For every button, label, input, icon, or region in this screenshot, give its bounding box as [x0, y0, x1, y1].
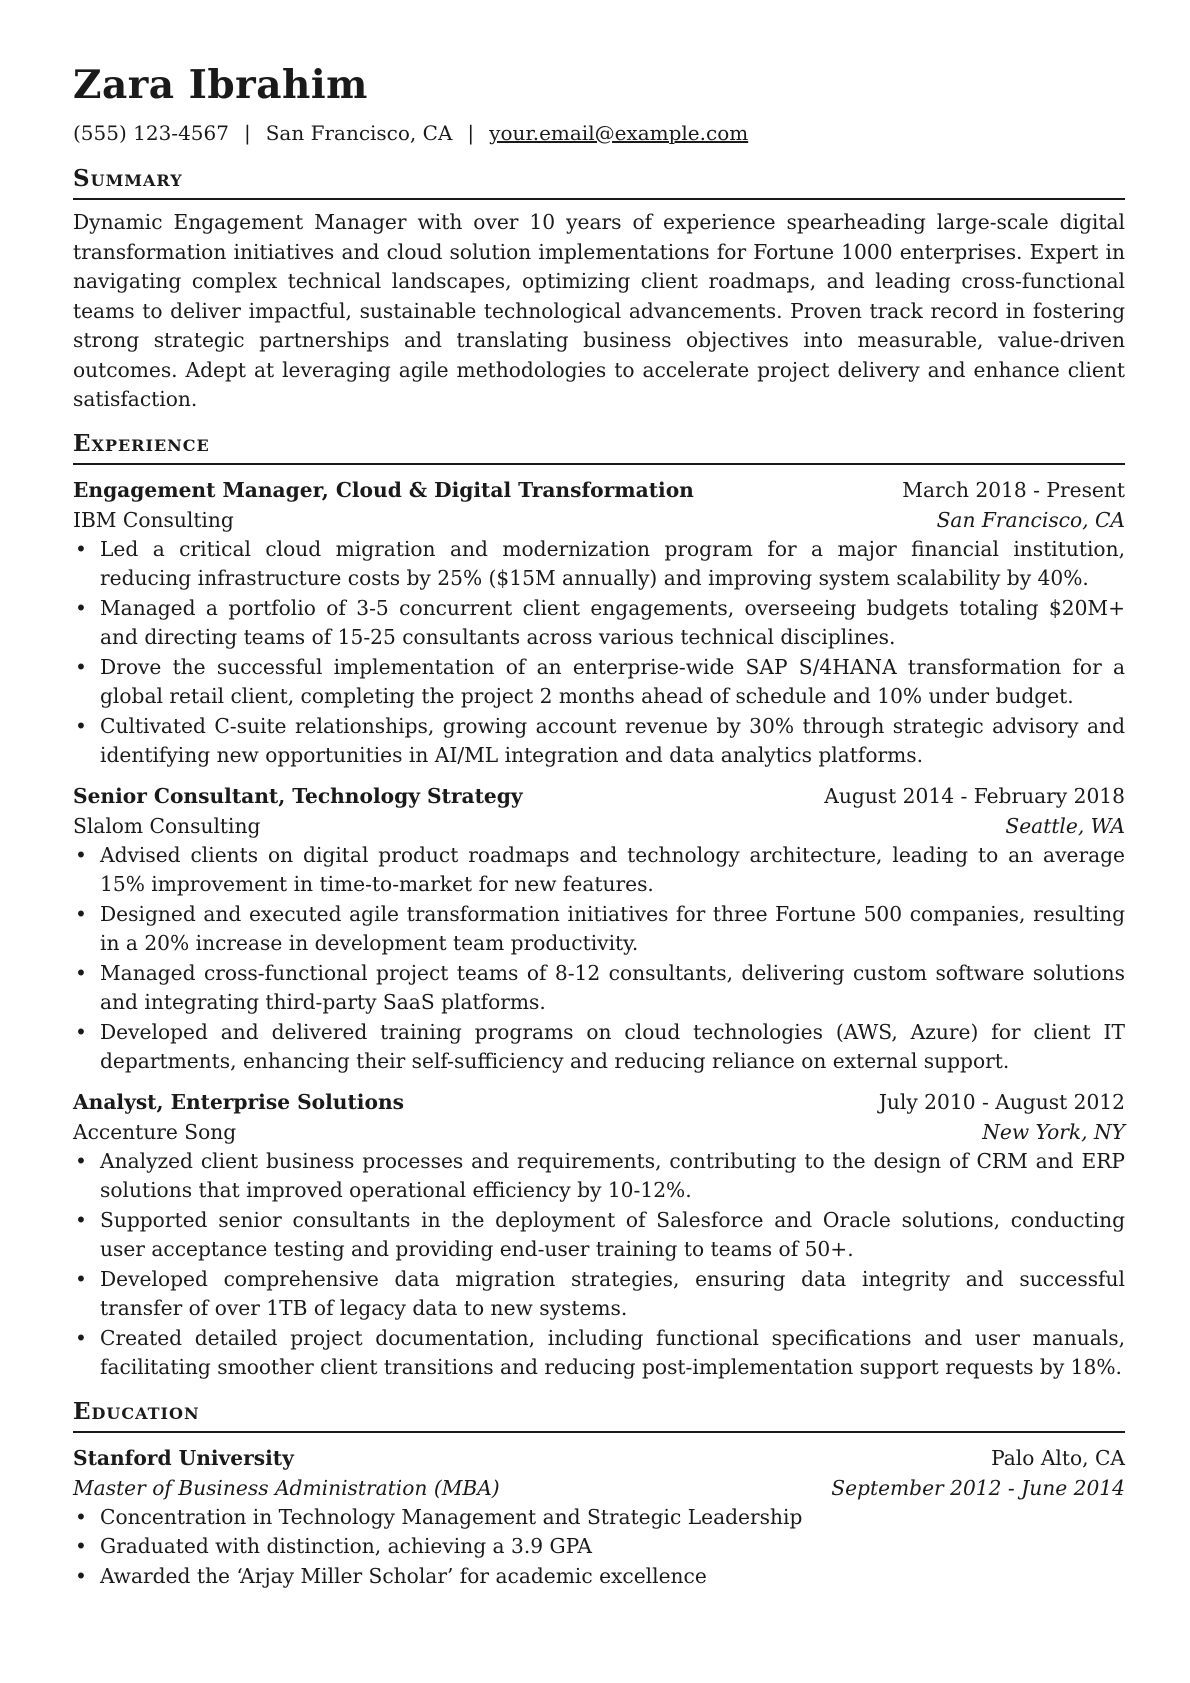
education-entry	[73, 1443, 1125, 1592]
education-section	[73, 1397, 1125, 1592]
job-entry	[73, 475, 1125, 771]
bullet-item: • Awarded the ‘Arjay Miller Scholar’ for academic excellence	[73, 1562, 1125, 1592]
job-bullets	[73, 841, 1125, 1077]
bullet-item: • Developed comprehensive data migration strategies, ensuring data integrity and successful transfer of over 1TB of legacy data to new systems.	[73, 1265, 1125, 1324]
bullet-item: • Designed and executed agile transformation initiatives for three Fortune 500 companies, resulting in a 20% increase in development team productivity.	[73, 900, 1125, 959]
bullet-item: • Cultivated C-suite relationships, growing account revenue by 30% through strategic advisory and identifying new opportunities in AI/ML integration and data analytics platforms.	[73, 712, 1125, 771]
job-dates: July 2010 - August 2012	[878, 1089, 1125, 1114]
section-heading-summary: Summary	[73, 164, 1125, 200]
candidate-name: Zara Ibrahim	[73, 62, 368, 108]
bullet-item: • Graduated with distinction, achieving a 3.9 GPA	[73, 1532, 1125, 1562]
job-entry	[73, 1087, 1125, 1383]
job-location: San Francisco, CA	[936, 507, 1125, 532]
job-title: Senior Consultant, Technology Strategy	[73, 783, 523, 808]
company-name: Accenture Song	[73, 1119, 237, 1144]
job-location: Seattle, WA	[1005, 813, 1125, 838]
company-name: Slalom Consulting	[73, 813, 261, 838]
degree-name: Master of Business Administration (MBA)	[73, 1475, 500, 1500]
section-heading-experience: Experience	[73, 429, 1125, 465]
job-dates: March 2018 - Present	[902, 477, 1125, 502]
resume-page	[73, 58, 1125, 1591]
school-name: Stanford University	[73, 1445, 294, 1470]
job-title: Engagement Manager, Cloud & Digital Transformation	[73, 477, 694, 502]
bullet-item: • Concentration in Technology Management and Strategic Leadership	[73, 1503, 1125, 1533]
company-name: IBM Consulting	[73, 507, 234, 532]
summary-text: Dynamic Engagement Manager with over 10 years of experience spearheading large-scale digital transformation initiatives and cloud solution implementations for Fortune 1000 enterprises. Expert in navigating complex technical landscapes, optimizing client roadmaps, and leading cross-functional teams to deliver impactful, sustainable technological advancements. Proven track record in fostering strong strategic partnerships and translating business objectives into measurable, value-driven outcomes. Adept at leveraging agile methodologies to accelerate project delivery and enhance client satisfaction.	[73, 210, 1125, 411]
bullet-item: • Developed and delivered training programs on cloud technologies (AWS, Azure) for client IT departments, enhancing their self-sufficiency and reducing reliance on external support.	[73, 1018, 1125, 1077]
job-title: Analyst, Enterprise Solutions	[73, 1089, 404, 1114]
bullet-item: • Analyzed client business processes and requirements, contributing to the design of CRM and ERP solutions that improved operational efficiency by 10-12%.	[73, 1147, 1125, 1206]
contact-line	[73, 116, 1125, 150]
experience-section	[73, 429, 1125, 1383]
bullet-item: • Supported senior consultants in the deployment of Salesforce and Oracle solutions, conducting user acceptance testing and providing end-user training to teams of 50+.	[73, 1206, 1125, 1265]
bullet-item: • Created detailed project documentation, including functional specifications and user manuals, facilitating smoother client transitions and reducing post-implementation support requests by 18%.	[73, 1324, 1125, 1383]
education-dates: September 2012 - June 2014	[831, 1475, 1125, 1500]
bullet-item: • Drove the successful implementation of an enterprise-wide SAP S/4HANA transformation for a global retail client, completing the project 2 months ahead of schedule and 10% under budget.	[73, 653, 1125, 712]
job-bullets	[73, 1147, 1125, 1383]
phone-number: (555) 123-4567	[73, 121, 229, 145]
bullet-item: • Led a critical cloud migration and modernization program for a major financial institution, reducing infrastructure costs by 25% ($15M annually) and improving system scalability by 40%.	[73, 535, 1125, 594]
job-bullets	[73, 535, 1125, 771]
job-location: New York, NY	[982, 1119, 1125, 1144]
contact-location: San Francisco, CA	[265, 121, 453, 145]
bullet-item: • Advised clients on digital product roadmaps and technology architecture, leading to an average 15% improvement in time-to-market for new features.	[73, 841, 1125, 900]
job-entry	[73, 781, 1125, 1077]
job-dates: August 2014 - February 2018	[824, 783, 1125, 808]
bullet-item: • Managed a portfolio of 3-5 concurrent client engagements, overseeing budgets totaling $20M+ and directing teams of 15-25 consultants across various technical disciplines.	[73, 594, 1125, 653]
section-heading-education: Education	[73, 1397, 1125, 1433]
summary-section	[73, 164, 1125, 415]
contact-separator: |	[467, 121, 475, 145]
bullet-item: • Managed cross-functional project teams of 8-12 consultants, delivering custom software solutions and integrating third-party SaaS platforms.	[73, 959, 1125, 1018]
email-link[interactable]: your.email@example.com	[489, 121, 749, 145]
contact-separator: |	[243, 121, 251, 145]
education-bullets	[73, 1503, 1125, 1592]
school-location: Palo Alto, CA	[991, 1445, 1125, 1470]
